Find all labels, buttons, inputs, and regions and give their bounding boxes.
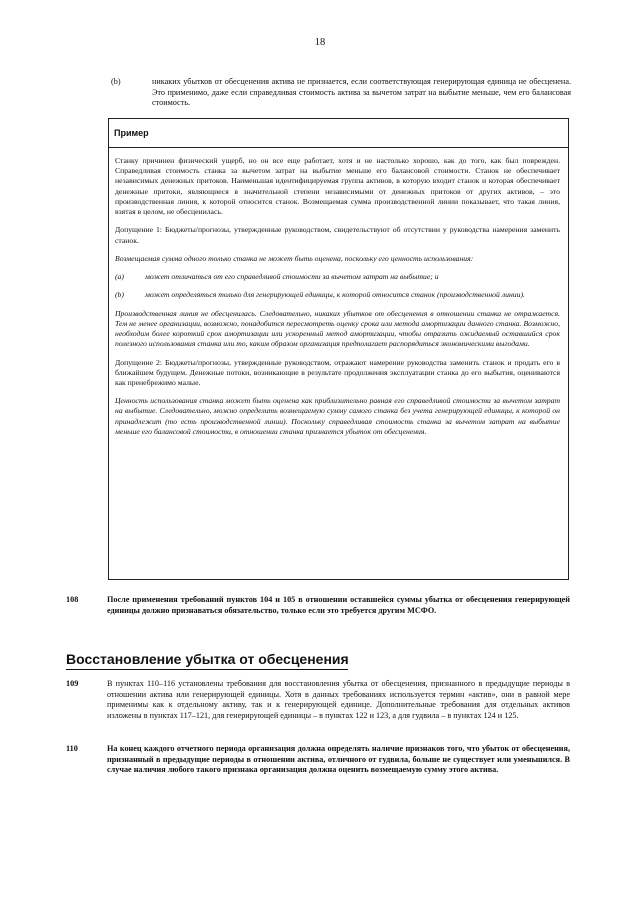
paragraph-109 [66,679,570,722]
example-box [108,118,569,580]
example-title: Пример [109,119,568,148]
paragraph-number: 110 [66,744,78,753]
paragraph-108 [66,595,570,616]
list-item-text: может определяться только для генерирующей единицы, к которой относится станок (производственной линии). [145,290,525,300]
assumption-2-conclusion: Ценность использования станка может быть оценена как приблизительно равная его справедливой стоимости за вычетом затрат на выбытие. Следовательно, можно определить возмещаемую сумму самого станка без учета генерирующей единицы, к которой он принадлежит (то есть производственной линии). Поскольку справедливая стоимость станка за вычетом затрат на выбытие меньше его балансовой стоимости, в отношении станка признается убыток от обесценения. [115,396,560,436]
list-item-b [111,77,571,109]
page-number: 18 [314,37,326,48]
example-body [109,148,568,437]
assumption-1-conclusion: Производственная линия не обесценилась. Следовательно, никаких убытков от обесценения в отношении станка не отражается. Тем не менее организации, возможно, понадобится пересмотреть оценку срока или метода амортизации данного станка. Возможно, необходим более короткий срок амортизации или ускоренный метод амортизации, чтобы отразить ожидаемый оставшийся срок полезного использования станка или то, каким образом организация предполагает распорядиться экономическими выгодами. [115,308,560,349]
list-item-text: никаких убытков от обесценения актива не признается, если соответствующая генерирующая единица не обесценена. Это применимо, даже если справедливая стоимость актива за вычетом затрат на выбытие меньше, чем его балансовая стоимость. [152,77,571,108]
paragraph-text: После применения требований пунктов 104 и 105 в отношении оставшейся суммы убытка от обесценения генерирующей единицы должно признаваться обязательство, только если это требуется другим МСФО. [107,595,570,615]
section-heading: Восстановление убытка от обесценения [66,651,349,667]
list-item [115,272,560,282]
assumption-2: Допущение 2: Бюджеты/прогнозы, утвержденные руководством, отражают намерение руководства заменить станок и продать его в ближайшем будущем. Денежные потоки, возникающие в результате продолжения эксплуатации станка до его выбытия, оцениваются как пренебрежимо малые. [115,357,560,387]
list-marker: (a) [115,272,124,282]
paragraph-number: 109 [66,679,79,688]
assumption-1: Допущение 1: Бюджеты/прогнозы, утвержденные руководством, свидетельствуют об отсутствии у руководства намерения заменить станок. [115,225,560,245]
paragraph-text: На конец каждого отчетного периода организация должна определять наличие признаков того, что убыток от обесценения, признанный в предыдущие периоды в отношении актива, отличного от гудвила, больше не существует или уменьшился. В случае наличия любого такого признака организация должна оценить возмещаемую сумму этого актива. [107,744,570,775]
paragraph-number: 108 [66,595,79,604]
list-marker: (b) [115,290,124,300]
paragraph-110 [66,744,570,776]
example-intro: Станку причинен физический ущерб, но он все еще работает, хотя и не настолько хорошо, как до того, как был поврежден. Справедливая стоимость станка за вычетом затрат на выбытие меньше его балансовой стоимости. Станок не обеспечивает независимых денежных притоков. Наименьшая идентифицируемая группа активов, в которую входит станок и которая обеспечивает денежные притоки, являющиеся в значительной степени независимыми от денежных притоков от других активов, – это производственная линия, к которой относится станок. Возмещаемая сумма производственной линии показывает, что такая линия, взятая в целом, не обесценилась. [115,156,560,217]
assumption-1-intro: Возмещаемая сумма одного только станка не может быть оценена, поскольку его ценность использования: [115,253,474,263]
list-marker: (b) [111,77,121,86]
heading-underline [66,669,348,670]
list-item-text: может отличаться от его справедливой стоимости за вычетом затрат на выбытие; и [145,272,439,282]
paragraph-text: В пунктах 110–116 установлены требования для восстановления убытка от обесценения, признанного в предыдущие периоды в отношении актива или генерирующей единицы. Хотя в данных требованиях используется термин «актив», они в равной мере применимы как к отдельному активу, так и к генерирующей единице. Дополнительные требования для отдельных активов изложены в пунктах 117–121, для генерирующей единицы – в пунктах 122 и 123, а для гудвила – в пунктах 124 и 125. [107,679,570,720]
list-item [115,290,560,300]
